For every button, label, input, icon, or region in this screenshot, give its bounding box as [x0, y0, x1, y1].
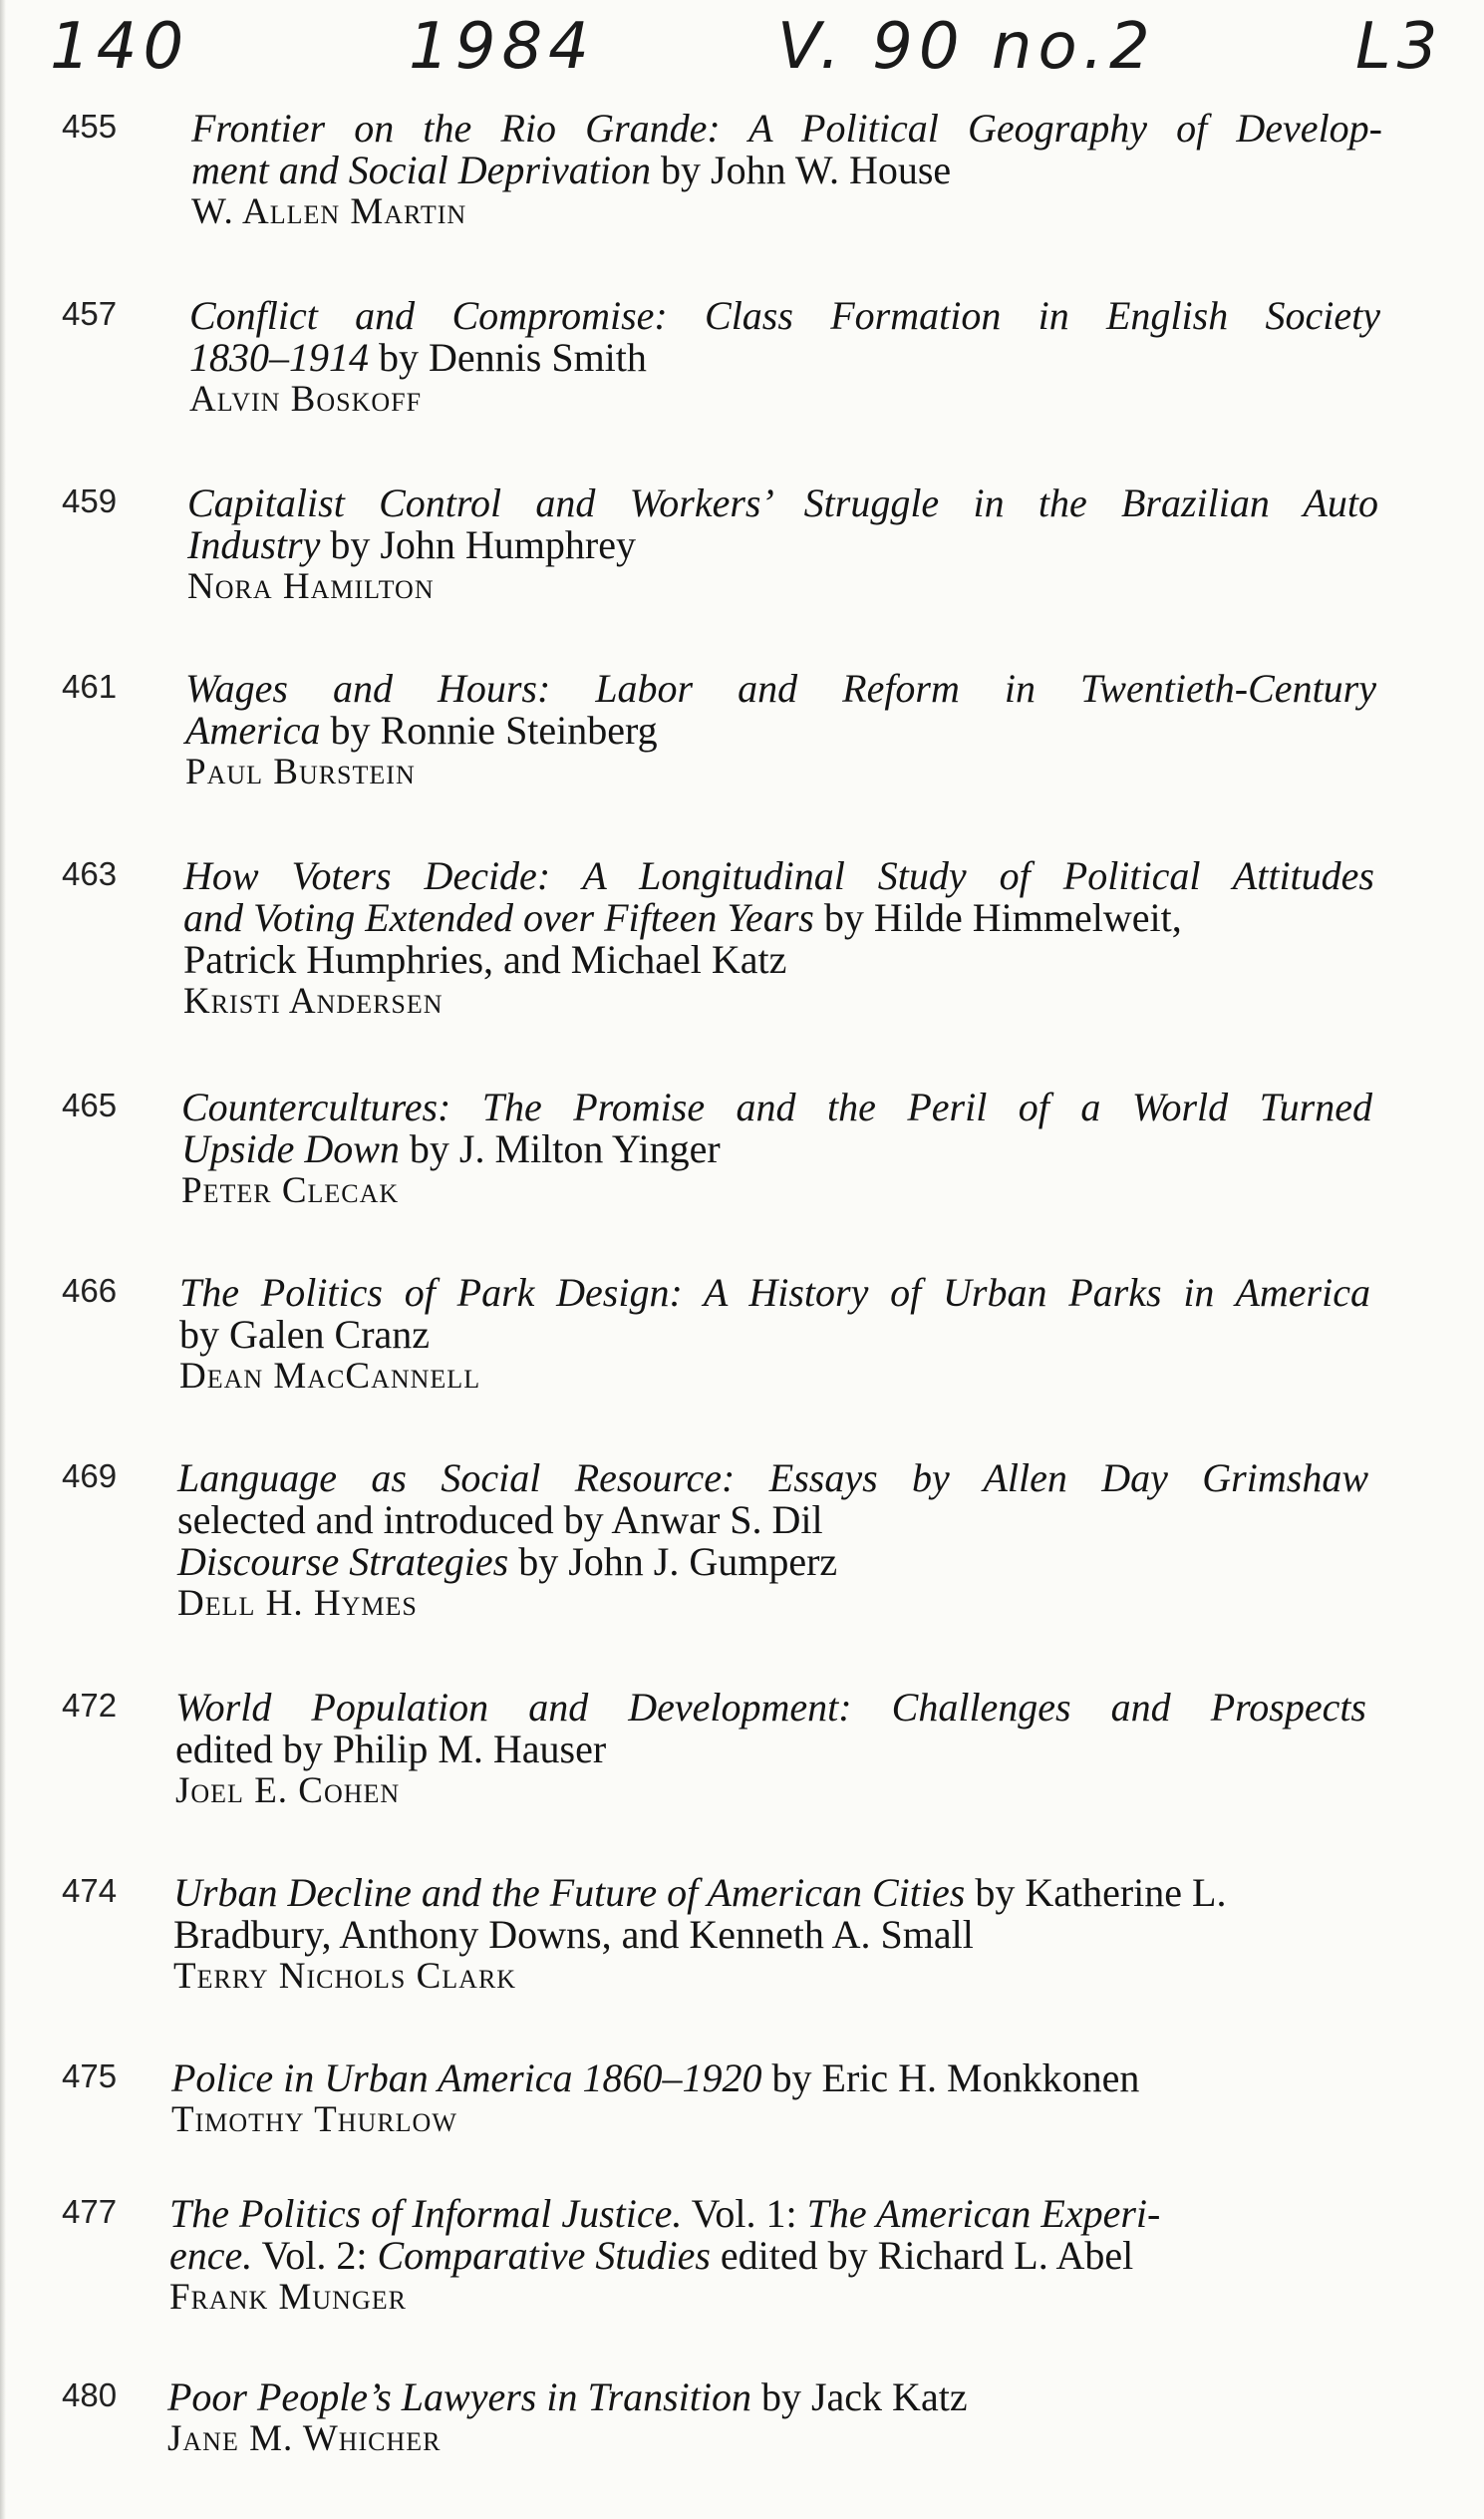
page-number: 472 [62, 1687, 118, 1724]
book-subtitle: The American Experi- [806, 2191, 1161, 2236]
book-title: America [185, 708, 321, 753]
entry-text [179, 1272, 1370, 1398]
entry-text [171, 2057, 1362, 2141]
page-number: 480 [62, 2376, 118, 2413]
book-author: by John J. Gumperz [508, 1539, 838, 1584]
handwritten-number: 140 [50, 10, 190, 84]
book-title: The Politics of Park Design: A History of Urban Parks in America [179, 1270, 1370, 1315]
entry-text [173, 1872, 1364, 1998]
entry-text [177, 1457, 1368, 1625]
book-title: Countercultures: The Promise and the Peril of a World Turned [181, 1085, 1372, 1129]
entry-text [187, 482, 1378, 608]
page-number: 475 [62, 2057, 118, 2094]
book-title: and Voting Extended over Fifteen Years [183, 895, 814, 940]
book-title: The Politics of Informal Justice. [169, 2191, 683, 2236]
entry-text [189, 295, 1380, 421]
reviewer-name: Kristi Andersen [183, 981, 444, 1022]
page-number: 455 [62, 108, 118, 145]
book-author: by John Humphrey [320, 522, 636, 567]
book-author: by Jack Katz [750, 2374, 968, 2419]
volume-label: Vol. 1: [682, 2191, 807, 2236]
reviewer-name: Dell H. Hymes [177, 1583, 418, 1624]
handwritten-annotation [40, 10, 1475, 100]
book-title: Language as Social Resource: Essays by Allen Day Grimshaw [177, 1455, 1368, 1500]
book-title: 1830–1914 [189, 335, 369, 380]
page-number: 465 [62, 1087, 118, 1123]
entry-text [167, 2376, 1358, 2460]
book-editor: edited by Richard L. Abel [710, 2233, 1134, 2278]
page-number: 466 [62, 1272, 118, 1309]
book-author: by Ronnie Steinberg [320, 708, 658, 753]
entry-text [183, 855, 1374, 1023]
reviewer-name: Paul Burstein [185, 752, 416, 792]
book-author: by Hilde Himmelweit, [813, 895, 1182, 940]
book-title: Discourse Strategies [177, 1539, 509, 1584]
book-title: Frontier on the Rio Grande: A Political Geography of Develop- [191, 106, 1382, 151]
reviewer-name: Joel E. Cohen [175, 1770, 401, 1811]
book-author: by John W. House [651, 148, 952, 192]
book-title: Conflict and Compromise: Class Formation in English Society [189, 293, 1380, 338]
book-title: How Voters Decide: A Longitudinal Study of Political Attitudes [183, 853, 1374, 898]
page-edge-shadow [0, 0, 6, 2519]
reviewer-name: Alvin Boskoff [189, 379, 423, 420]
book-title: Police in Urban America 1860–1920 [171, 2055, 762, 2100]
book-editor: selected and introduced by Anwar S. Dil [177, 1497, 823, 1542]
page-number: 457 [62, 295, 118, 332]
book-author: by Eric H. Monkkonen [761, 2055, 1140, 2100]
book-subtitle: Comparative Studies [377, 2233, 711, 2278]
page-number: 459 [62, 482, 118, 519]
page-number: 469 [62, 1457, 118, 1494]
book-title: Urban Decline and the Future of American Cities [173, 1870, 966, 1915]
entry-text [169, 2193, 1360, 2319]
volume-label: Vol. 2: [252, 2233, 378, 2278]
book-title: Capitalist Control and Workers’ Struggle in the Brazilian Auto [187, 480, 1378, 525]
handwritten-volume: V. 90 no.2 [777, 10, 1156, 84]
reviewer-name: Terry Nichols Clark [173, 1956, 517, 1997]
book-editor: edited by Philip M. Hauser [175, 1727, 607, 1771]
book-title: Poor People’s Lawyers in Transition [167, 2374, 751, 2419]
book-author: by J. Milton Yinger [399, 1126, 721, 1171]
book-title: ment and Social Deprivation [191, 148, 652, 192]
book-subtitle: ence. [169, 2233, 253, 2278]
entry-text [185, 668, 1376, 793]
book-author: by Galen Cranz [179, 1312, 431, 1357]
book-author: by Katherine L. [965, 1870, 1227, 1915]
entry-text [191, 108, 1382, 233]
book-author: Patrick Humphries, and Michael Katz [183, 937, 787, 982]
reviewer-name: Frank Munger [169, 2277, 407, 2318]
entry-text [181, 1087, 1372, 1212]
page-number: 477 [62, 2193, 118, 2230]
page-number: 461 [62, 668, 118, 705]
reviewer-name: Peter Clecak [181, 1170, 400, 1211]
handwritten-code: L3 [1355, 10, 1444, 84]
page-number: 474 [62, 1872, 118, 1909]
handwritten-year: 1984 [409, 10, 595, 84]
reviewer-name: Jane M. Whicher [167, 2418, 442, 2459]
reviewer-name: Dean MacCannell [179, 1356, 481, 1397]
page-number: 463 [62, 855, 118, 892]
entry-text [175, 1687, 1366, 1812]
book-author: by Dennis Smith [369, 335, 647, 380]
reviewer-name: W. Allen Martin [191, 191, 467, 232]
book-title: Wages and Hours: Labor and Reform in Twentieth-Century [185, 666, 1376, 711]
book-title: World Population and Development: Challenges and Prospects [175, 1685, 1366, 1730]
book-title: Upside Down [181, 1126, 400, 1171]
book-author: Bradbury, Anthony Downs, and Kenneth A. Small [173, 1912, 974, 1957]
book-title: Industry [187, 522, 321, 567]
reviewer-name: Nora Hamilton [187, 566, 435, 607]
reviewer-name: Timothy Thurlow [171, 2099, 457, 2140]
